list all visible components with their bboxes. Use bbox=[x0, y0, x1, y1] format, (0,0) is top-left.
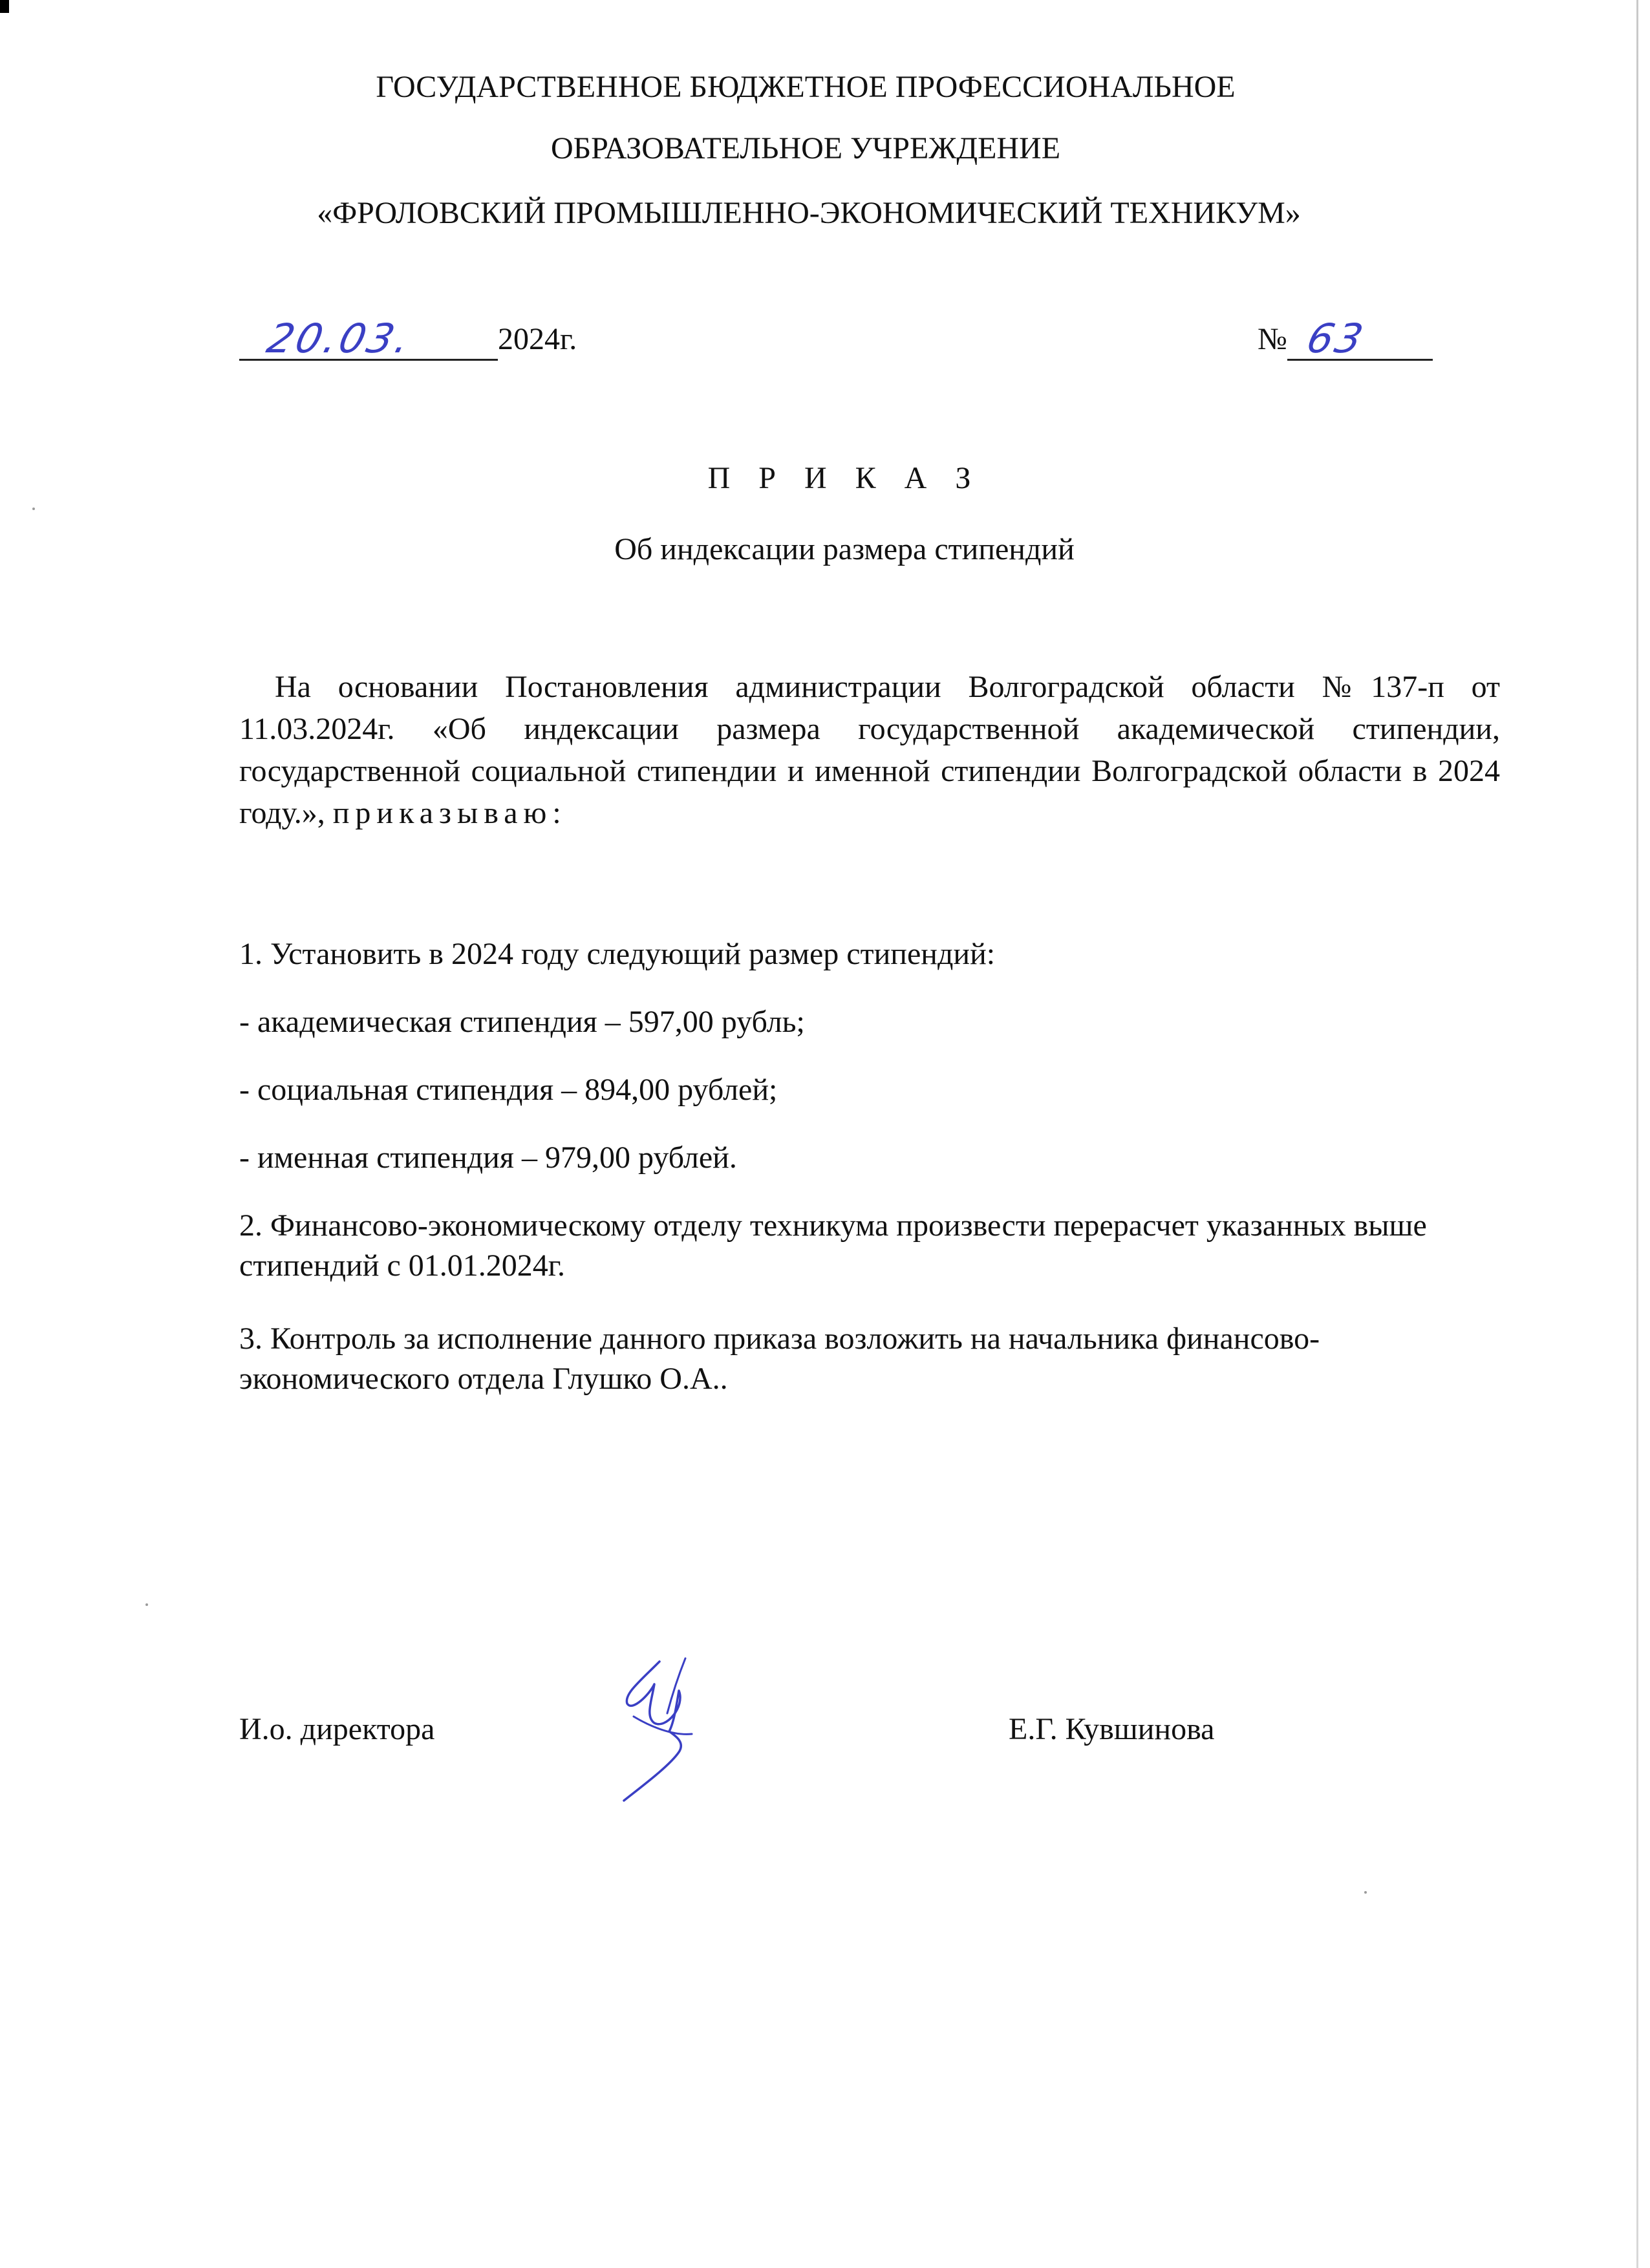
scan-speck bbox=[1364, 1891, 1367, 1894]
order-date bbox=[239, 317, 577, 362]
clause-1-named: - именная стипендия – 979,00 рублей. bbox=[239, 1140, 737, 1175]
handwritten-signature bbox=[614, 1655, 718, 1804]
order-number bbox=[1258, 317, 1433, 362]
clause-1-social: - социальная стипендия – 894,00 рублей; bbox=[239, 1073, 778, 1107]
scan-artifact-corner bbox=[0, 0, 9, 13]
signatory-name: Е.Г. Кувшинова bbox=[1009, 1712, 1215, 1746]
number-sign: № bbox=[1258, 322, 1287, 356]
order-title: П Р И К А З bbox=[707, 461, 981, 495]
preamble-text: На основании Постановления администрации Волгоградской области №137-п от 11.03.2024г. «Об индексации размера государственной академической стипендии, государственной социальной стипендии и именной стипендии Волгоградской области в 2024 году.», bbox=[239, 670, 1500, 830]
organization-name-line-2: ОБРАЗОВАТЕЛЬНОЕ УЧРЕЖДЕНИЕ bbox=[550, 131, 1061, 166]
date-blank-line bbox=[239, 315, 498, 362]
date-handwritten: 20.03. bbox=[262, 315, 418, 362]
clause-3: 3. Контроль за исполнение данного приказа возложить на начальника финансово-экономического отдела Глушко О.А.. bbox=[239, 1321, 1320, 1396]
scan-speck bbox=[145, 1603, 148, 1606]
number-handwritten: 63 bbox=[1302, 315, 1370, 362]
scan-artifact-edge bbox=[1636, 0, 1638, 2268]
command-word: приказываю: bbox=[332, 796, 567, 830]
scan-speck bbox=[32, 508, 35, 510]
signatory-position: И.о. директора bbox=[239, 1712, 435, 1746]
date-year: 2024г. bbox=[498, 322, 577, 356]
organization-name-line-1: ГОСУДАРСТВЕННОЕ БЮДЖЕТНОЕ ПРОФЕССИОНАЛЬНОЕ bbox=[376, 70, 1236, 104]
order-subject: Об индексации размера стипендий bbox=[614, 532, 1075, 566]
number-blank-line bbox=[1287, 315, 1433, 362]
organization-name-line-3: «ФРОЛОВСКИЙ ПРОМЫШЛЕННО-ЭКОНОМИЧЕСКИЙ ТЕХНИКУМ» bbox=[317, 196, 1301, 230]
preamble-paragraph bbox=[239, 666, 1500, 834]
clause-1-academic: - академическая стипендия – 597,00 рубль; bbox=[239, 1005, 805, 1039]
clause-1: 1. Установить в 2024 году следующий размер стипендий: bbox=[239, 937, 996, 971]
clause-2: 2. Финансово-экономическому отделу техникума произвести перерасчет указанных выше стипендий с 01.01.2024г. bbox=[239, 1208, 1427, 1283]
